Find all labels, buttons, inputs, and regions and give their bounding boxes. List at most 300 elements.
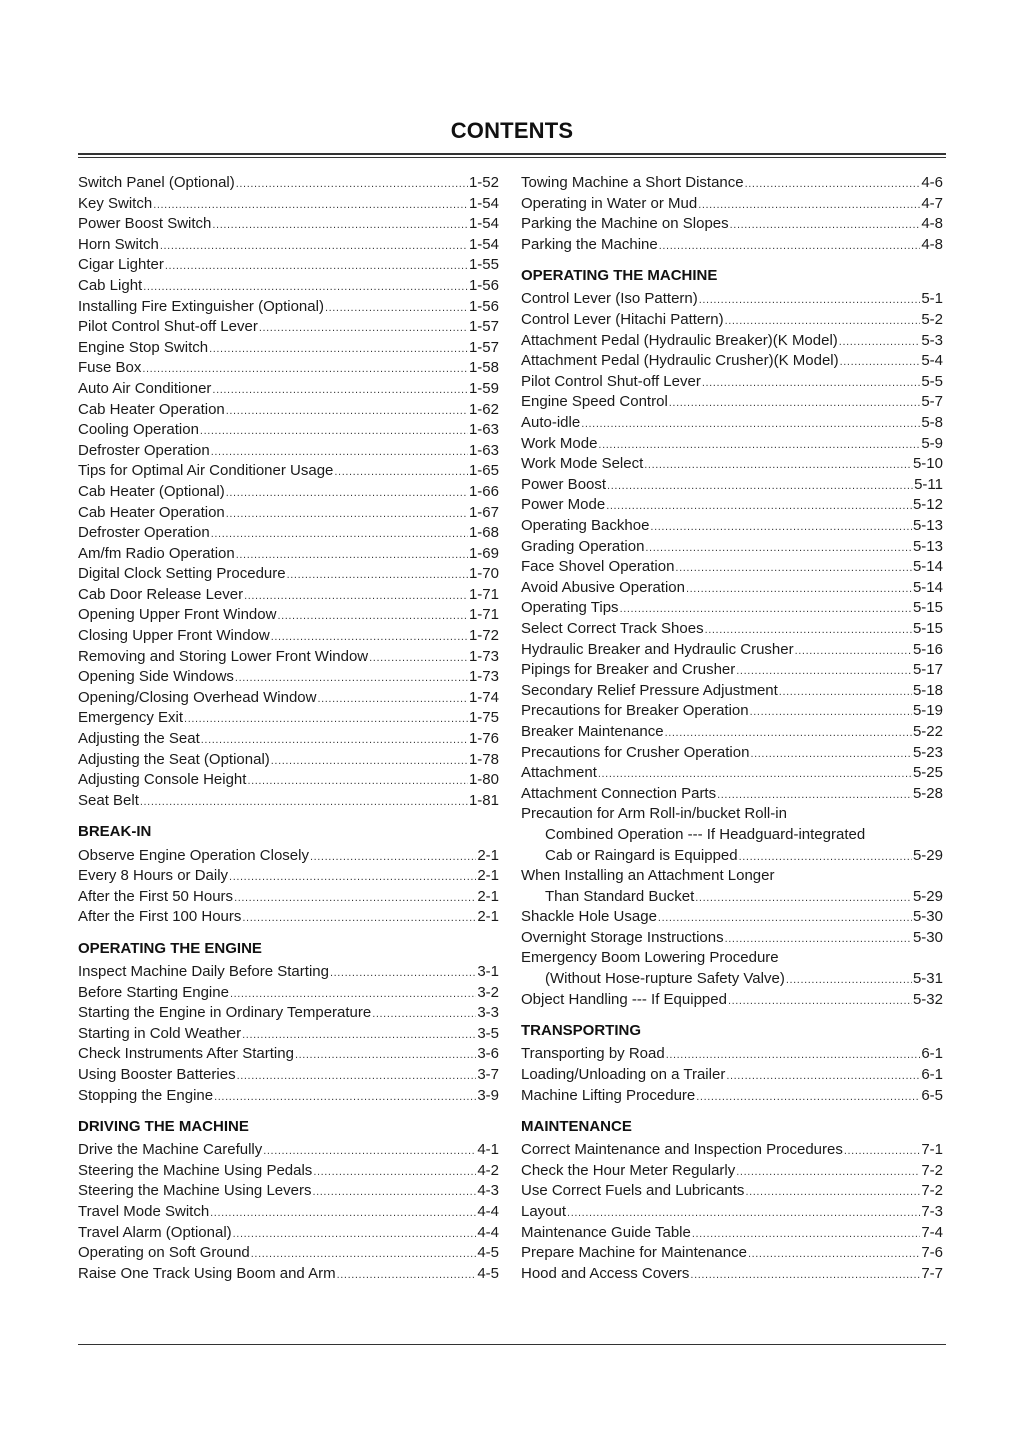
- toc-entry-title: Parking the Machine: [521, 235, 658, 253]
- dot-leader: [247, 770, 468, 791]
- dot-leader: [372, 1003, 476, 1024]
- toc-entry-page: 5-9: [921, 434, 943, 452]
- dot-leader: [226, 503, 468, 524]
- dot-leader: [242, 907, 476, 928]
- toc-entry: [521, 907, 943, 928]
- toc-entry: [521, 640, 943, 661]
- toc-entry-title: Adjusting the Seat: [78, 730, 200, 748]
- toc-group: [521, 1140, 943, 1284]
- toc-entry: [521, 681, 943, 702]
- toc-entry-page: 5-28: [912, 784, 943, 802]
- toc-entry-title: Machine Lifting Procedure: [521, 1086, 696, 1104]
- toc-entry: [521, 1086, 943, 1107]
- toc-entry-title: Operating on Soft Ground: [78, 1244, 250, 1262]
- toc-entry: [521, 413, 943, 434]
- toc-entry-page: 1-54: [468, 194, 499, 212]
- toc-entry-page: 1-56: [468, 297, 499, 315]
- toc-entry-page: 5-1: [921, 290, 943, 308]
- dot-leader: [690, 1264, 920, 1285]
- toc-entry-page: 4-8: [921, 215, 943, 233]
- dot-leader: [233, 1223, 477, 1244]
- toc-entry-title: Opening Upper Front Window: [78, 606, 277, 624]
- dot-leader: [665, 722, 912, 743]
- toc-entry: [521, 578, 943, 599]
- toc-entry-title: Installing Fire Extinguisher (Optional): [78, 297, 324, 315]
- toc-entry: [521, 194, 943, 215]
- toc-entry-page: 1-67: [468, 503, 499, 521]
- toc-entry: [78, 647, 499, 668]
- toc-entry-title: Transporting by Road: [521, 1045, 665, 1063]
- dot-leader: [234, 887, 476, 908]
- toc-entry-title: When Installing an Attachment Longer: [521, 867, 775, 885]
- dot-leader: [607, 475, 913, 496]
- toc-entry: [78, 544, 499, 565]
- toc-entry-title: Attachment Pedal (Hydraulic Breaker)(K Model): [521, 331, 838, 349]
- toc-entry-page: 1-63: [468, 421, 499, 439]
- toc-entry-page: 3-2: [477, 983, 499, 1001]
- dot-leader: [725, 310, 921, 331]
- toc-entry: [521, 928, 943, 949]
- toc-entry: [78, 1140, 499, 1161]
- toc-entry-title: Hood and Access Covers: [521, 1264, 690, 1282]
- toc-entry-page: 1-75: [468, 709, 499, 727]
- toc-entry-title: Parking the Machine on Slopes: [521, 215, 729, 233]
- toc-entry-page: 5-31: [912, 970, 943, 988]
- toc-entry-title: Horn Switch: [78, 235, 159, 253]
- dot-leader: [160, 235, 468, 256]
- dot-leader: [698, 194, 920, 215]
- toc-entry-page: 3-6: [477, 1045, 499, 1063]
- toc-entry-page: 5-2: [921, 311, 943, 329]
- toc-entry: [78, 605, 499, 626]
- toc-entry-title: Precautions for Breaker Operation: [521, 702, 749, 720]
- toc-entry-title: Cab Heater Operation: [78, 400, 225, 418]
- dot-leader: [209, 338, 468, 359]
- dot-leader: [750, 701, 912, 722]
- toc-entry-page: 2-1: [477, 867, 499, 885]
- toc-entry: [78, 907, 499, 928]
- toc-entry: [78, 846, 499, 867]
- toc-entry: [521, 557, 943, 578]
- toc-entry-page: 6-5: [921, 1086, 943, 1104]
- toc-entry: [521, 1202, 943, 1223]
- dot-leader: [271, 750, 468, 771]
- toc-entry-page: 5-13: [912, 517, 943, 534]
- dot-leader: [736, 1161, 920, 1182]
- dot-leader: [214, 1086, 476, 1107]
- dot-leader: [310, 846, 476, 867]
- toc-entry-title: Face Shovel Operation: [521, 558, 675, 576]
- toc-entry-title: Fuse Box: [78, 359, 142, 377]
- toc-entry: [78, 317, 499, 338]
- toc-entry-title: Control Lever (Hitachi Pattern): [521, 311, 724, 329]
- toc-group: [78, 1140, 499, 1284]
- toc-entry-page: 2-1: [477, 908, 499, 926]
- toc-entry-title: Opening Side Windows: [78, 668, 234, 686]
- toc-entry-title: After the First 50 Hours: [78, 887, 234, 905]
- toc-entry-page: 5-16: [912, 640, 943, 658]
- dot-leader: [659, 235, 921, 256]
- toc-entry: [521, 948, 943, 969]
- toc-entry: [521, 310, 943, 331]
- toc-entry: [78, 441, 499, 462]
- dot-leader: [165, 255, 468, 276]
- toc-entry-title: Control Lever (Iso Pattern): [521, 290, 698, 308]
- toc-entry-page: 3-5: [477, 1024, 499, 1042]
- section-heading: MAINTENANCE: [521, 1118, 632, 1136]
- toc-entry-title: Steering the Machine Using Levers: [78, 1182, 312, 1200]
- toc-entry: [521, 887, 943, 908]
- dot-leader: [840, 351, 921, 372]
- toc-entry: [521, 743, 943, 764]
- dot-leader: [211, 441, 468, 462]
- toc-entry-page: 4-3: [477, 1182, 499, 1200]
- dot-leader: [287, 564, 468, 585]
- toc-entry-title: Engine Speed Control: [521, 393, 668, 411]
- dot-leader: [369, 647, 468, 668]
- toc-entry: [78, 297, 499, 318]
- dot-leader: [695, 887, 912, 908]
- toc-entry-page: 1-57: [468, 318, 499, 336]
- toc-entry-page: 5-11: [914, 475, 943, 493]
- toc-entry-page: 1-69: [468, 544, 499, 562]
- toc-entry: [78, 791, 499, 812]
- dot-leader: [705, 619, 912, 640]
- section-heading: BREAK-IN: [78, 823, 152, 841]
- toc-entry-title: Steering the Machine Using Pedals: [78, 1161, 313, 1179]
- dot-leader: [736, 660, 912, 681]
- toc-entry-page: 3-9: [477, 1086, 499, 1104]
- toc-entry-title: Closing Upper Front Window: [78, 627, 270, 645]
- toc-entry: [521, 784, 943, 805]
- toc-entry: [78, 461, 499, 482]
- toc-entry: [78, 866, 499, 887]
- toc-entry: [78, 688, 499, 709]
- dot-leader: [779, 681, 912, 702]
- section-heading: DRIVING THE MACHINE: [78, 1118, 249, 1136]
- toc-entry-page: 5-7: [921, 393, 943, 411]
- dot-leader: [567, 1202, 920, 1223]
- toc-entry-title: Attachment: [521, 764, 597, 782]
- dot-leader: [230, 983, 476, 1004]
- toc-column-right: [521, 173, 943, 1284]
- toc-entry-title: Avoid Abusive Operation: [521, 578, 685, 596]
- dot-leader: [295, 1044, 476, 1065]
- dot-leader: [259, 317, 468, 338]
- dot-leader: [645, 537, 912, 558]
- toc-entry-page: 1-70: [468, 565, 499, 583]
- dot-leader: [210, 1202, 476, 1223]
- toc-entry: [78, 626, 499, 647]
- toc-entry-title: Auto-idle: [521, 414, 581, 432]
- dot-leader: [184, 708, 468, 729]
- toc-entry-title: Cab Heater (Optional): [78, 482, 225, 500]
- toc-entry-title: Pilot Control Shut-off Lever: [521, 372, 701, 390]
- dot-leader: [745, 1181, 920, 1202]
- toc-entry-title: Starting the Engine in Ordinary Temperature: [78, 1004, 372, 1022]
- toc-entry: [78, 1202, 499, 1223]
- toc-entry: [521, 1065, 943, 1086]
- toc-entry-title: Loading/Unloading on a Trailer: [521, 1065, 726, 1083]
- toc-entry-page: 5-22: [912, 722, 943, 740]
- toc-entry-title: Cigar Lighter: [78, 256, 164, 274]
- toc-entry-page: 5-8: [921, 414, 943, 432]
- toc-entry-title: Shackle Hole Usage: [521, 908, 657, 926]
- toc-entry-page: 1-76: [468, 730, 499, 748]
- toc-entry-title: Stopping the Engine: [78, 1086, 214, 1104]
- dot-leader: [334, 461, 468, 482]
- dot-leader: [313, 1161, 476, 1182]
- dot-leader: [229, 866, 476, 887]
- toc-entry: [521, 825, 943, 846]
- toc-entry: [78, 1264, 499, 1285]
- toc-entry: [521, 289, 943, 310]
- toc-entry-page: 1-72: [468, 627, 499, 645]
- toc-entry: [521, 660, 943, 681]
- toc-entry: [521, 235, 943, 256]
- toc-entry: [521, 454, 943, 475]
- dot-leader: [725, 928, 912, 949]
- toc-entry-title: Starting in Cold Weather: [78, 1024, 242, 1042]
- toc-entry-page: 2-1: [477, 846, 499, 864]
- toc-entry: [78, 1044, 499, 1065]
- dot-leader: [140, 791, 468, 812]
- toc-entry-page: 1-66: [468, 482, 499, 500]
- toc-entry-title: Operating in Water or Mud: [521, 194, 698, 212]
- page-title: CONTENTS: [450, 118, 574, 143]
- toc-entry-title: Before Starting Engine: [78, 983, 229, 1001]
- toc-entry-title: Seat Belt: [78, 791, 139, 809]
- toc-entry: [78, 400, 499, 421]
- dot-leader: [692, 1223, 920, 1244]
- toc-entry-title: Cab or Raingard is Equipped: [545, 846, 738, 864]
- toc-entry-title: Correct Maintenance and Inspection Procedures: [521, 1141, 843, 1159]
- toc-entry-title: Removing and Storing Lower Front Window: [78, 647, 369, 665]
- toc-entry-page: 1-71: [468, 585, 499, 603]
- toc-entry: [521, 866, 943, 887]
- toc-entry-page: 1-68: [468, 524, 499, 542]
- toc-entry-title: Pilot Control Shut-off Lever: [78, 318, 258, 336]
- toc-entry-title: Emergency Boom Lowering Procedure: [521, 949, 779, 967]
- toc-entry-page: 4-7: [921, 194, 943, 212]
- toc-entry-title: Attachment Pedal (Hydraulic Crusher)(K Model): [521, 352, 839, 370]
- toc-entry-title: Engine Stop Switch: [78, 338, 209, 356]
- dot-leader: [598, 434, 920, 455]
- toc-entry: [521, 434, 943, 455]
- toc-entry: [78, 194, 499, 215]
- toc-entry-page: 3-1: [477, 962, 499, 980]
- dot-leader: [739, 846, 912, 867]
- toc-entry: [521, 1243, 943, 1264]
- toc-entry: [521, 722, 943, 743]
- dot-leader: [786, 969, 912, 990]
- toc-entry: [78, 887, 499, 908]
- toc-entry-title: Tips for Optimal Air Conditioner Usage: [78, 462, 334, 480]
- toc-entry-page: 4-4: [477, 1223, 499, 1241]
- toc-entry-title: Work Mode Select: [521, 455, 644, 473]
- dot-leader: [226, 400, 468, 421]
- dot-leader: [606, 495, 912, 516]
- title-rule: [78, 153, 946, 158]
- toc-entry: [78, 523, 499, 544]
- toc-entry-title: Operating Tips: [521, 599, 619, 617]
- toc-entry-page: 1-62: [468, 400, 499, 418]
- toc-entry-title: Drive the Machine Carefully: [78, 1141, 263, 1159]
- dot-leader: [317, 688, 468, 709]
- toc-entry-title: Power Boost Switch: [78, 215, 212, 233]
- toc-entry-title: Travel Alarm (Optional): [78, 1223, 232, 1241]
- toc-entry-page: 4-5: [477, 1244, 499, 1262]
- dot-leader: [581, 413, 920, 434]
- toc-entry-title: Every 8 Hours or Daily: [78, 867, 229, 885]
- toc-entry-title: Work Mode: [521, 434, 598, 452]
- toc-entry: [521, 372, 943, 393]
- toc-entry: [78, 173, 499, 194]
- toc-entry: [78, 1161, 499, 1182]
- toc-entry-page: 1-58: [468, 359, 499, 377]
- toc-entry-page: 1-63: [468, 441, 499, 459]
- toc-entry-page: 5-15: [912, 599, 943, 617]
- toc-entry: [78, 1223, 499, 1244]
- toc-entry-page: 7-2: [921, 1182, 943, 1200]
- toc-entry-page: 5-19: [912, 702, 943, 720]
- toc-entry-page: 1-73: [468, 668, 499, 686]
- toc-entry: [521, 475, 943, 496]
- toc-entry: [78, 379, 499, 400]
- toc-entry-page: 7-3: [921, 1203, 943, 1220]
- dot-leader: [675, 557, 912, 578]
- dot-leader: [650, 516, 912, 537]
- toc-entry: [78, 358, 499, 379]
- toc-entry-title: Opening/Closing Overhead Window: [78, 688, 317, 706]
- toc-entry: [521, 969, 943, 990]
- toc-entry: [521, 846, 943, 867]
- toc-entry-title: Pipings for Breaker and Crusher: [521, 661, 736, 679]
- toc-entry-title: Maintenance Guide Table: [521, 1223, 691, 1241]
- dot-leader: [620, 598, 912, 619]
- toc-entry: [78, 1024, 499, 1045]
- toc-entry-title: Layout: [521, 1203, 567, 1220]
- toc-entry-page: 5-3: [921, 331, 943, 349]
- toc-entry: [78, 235, 499, 256]
- toc-entry-page: 1-57: [468, 338, 499, 356]
- toc-entry: [78, 1243, 499, 1264]
- toc-entry-page: 1-59: [468, 379, 499, 397]
- toc-entry-page: 3-7: [477, 1065, 499, 1083]
- toc-entry-title: Check Instruments After Starting: [78, 1045, 294, 1063]
- dot-leader: [153, 194, 468, 215]
- section-heading: OPERATING THE ENGINE: [78, 939, 262, 957]
- toc-group: [521, 173, 943, 255]
- toc-entry-page: 1-54: [468, 215, 499, 233]
- toc-entry: [521, 173, 943, 194]
- toc-entry-page: 5-29: [912, 846, 943, 864]
- toc-entry-title: Defroster Operation: [78, 524, 210, 542]
- dot-leader: [263, 1140, 476, 1161]
- dot-leader: [236, 173, 468, 194]
- dot-leader: [669, 392, 921, 413]
- toc-group: [521, 289, 943, 1010]
- toc-entry-page: 5-29: [912, 887, 943, 905]
- toc-entry-title: Digital Clock Setting Procedure: [78, 565, 286, 583]
- toc-entry-page: 5-30: [912, 928, 943, 946]
- toc-entry-page: 5-10: [912, 455, 943, 473]
- dot-leader: [242, 1024, 476, 1045]
- toc-entry-page: 5-12: [912, 496, 943, 514]
- toc-entry: [78, 255, 499, 276]
- dot-leader: [271, 626, 468, 647]
- toc-entry-page: 5-25: [912, 764, 943, 782]
- toc-entry: [521, 351, 943, 372]
- toc-entry-title: Grading Operation: [521, 537, 645, 555]
- toc-entry-title: Operating Backhoe: [521, 517, 650, 534]
- dot-leader: [211, 523, 468, 544]
- toc-entry-page: 7-4: [921, 1223, 943, 1241]
- toc-entry-page: 1-65: [468, 462, 499, 480]
- toc-entry: [78, 338, 499, 359]
- dot-leader: [730, 214, 921, 235]
- dot-leader: [244, 585, 468, 606]
- toc-entry-title: Am/fm Radio Operation: [78, 544, 235, 562]
- toc-entry: [78, 962, 499, 983]
- toc-entry: [78, 770, 499, 791]
- toc-entry: [78, 276, 499, 297]
- toc-entry: [78, 750, 499, 771]
- toc-group: [78, 962, 499, 1106]
- toc-entry-page: 7-6: [921, 1244, 943, 1262]
- toc-entry-page: 2-1: [477, 887, 499, 905]
- dot-leader: [644, 454, 912, 475]
- dot-leader: [226, 482, 468, 503]
- toc-entry: [78, 420, 499, 441]
- toc-entry: [78, 983, 499, 1004]
- dot-leader: [702, 372, 920, 393]
- toc-entry-page: 4-8: [921, 235, 943, 253]
- toc-entry-page: 3-3: [477, 1004, 499, 1022]
- toc-entry-page: 5-14: [912, 558, 943, 576]
- toc-entry: [78, 1181, 499, 1202]
- toc-entry-title: Power Mode: [521, 496, 606, 514]
- dot-leader: [143, 276, 468, 297]
- toc-entry-page: 1-52: [468, 174, 499, 191]
- toc-entry: [78, 1065, 499, 1086]
- toc-entry: [521, 537, 943, 558]
- dot-leader: [844, 1140, 920, 1161]
- toc-entry-page: 5-23: [912, 743, 943, 761]
- toc-entry-title: Overnight Storage Instructions: [521, 928, 724, 946]
- toc-entry-title: Select Correct Track Shoes: [521, 619, 704, 637]
- toc-entry-page: 5-5: [921, 372, 943, 390]
- toc-entry-title: Observe Engine Operation Closely: [78, 846, 309, 864]
- toc-entry-title: Check the Hour Meter Regularly: [521, 1161, 736, 1179]
- toc-entry-title: Cab Light: [78, 276, 143, 294]
- toc-entry-page: 7-7: [921, 1264, 943, 1282]
- toc-entry-page: 1-54: [468, 235, 499, 253]
- toc-entry: [521, 495, 943, 516]
- dot-leader: [839, 331, 921, 352]
- toc-entry-title: Adjusting Console Height: [78, 771, 247, 789]
- toc-entry: [521, 1161, 943, 1182]
- toc-entry: [78, 482, 499, 503]
- toc-entry-page: 1-80: [468, 771, 499, 789]
- dot-leader: [658, 907, 912, 928]
- toc-entry: [521, 1140, 943, 1161]
- toc-entry-page: 1-78: [468, 750, 499, 768]
- footer-rule: [78, 1344, 946, 1345]
- toc-entry-title: Precautions for Crusher Operation: [521, 743, 750, 761]
- toc-entry-title: Emergency Exit: [78, 709, 184, 727]
- dot-leader: [236, 544, 468, 565]
